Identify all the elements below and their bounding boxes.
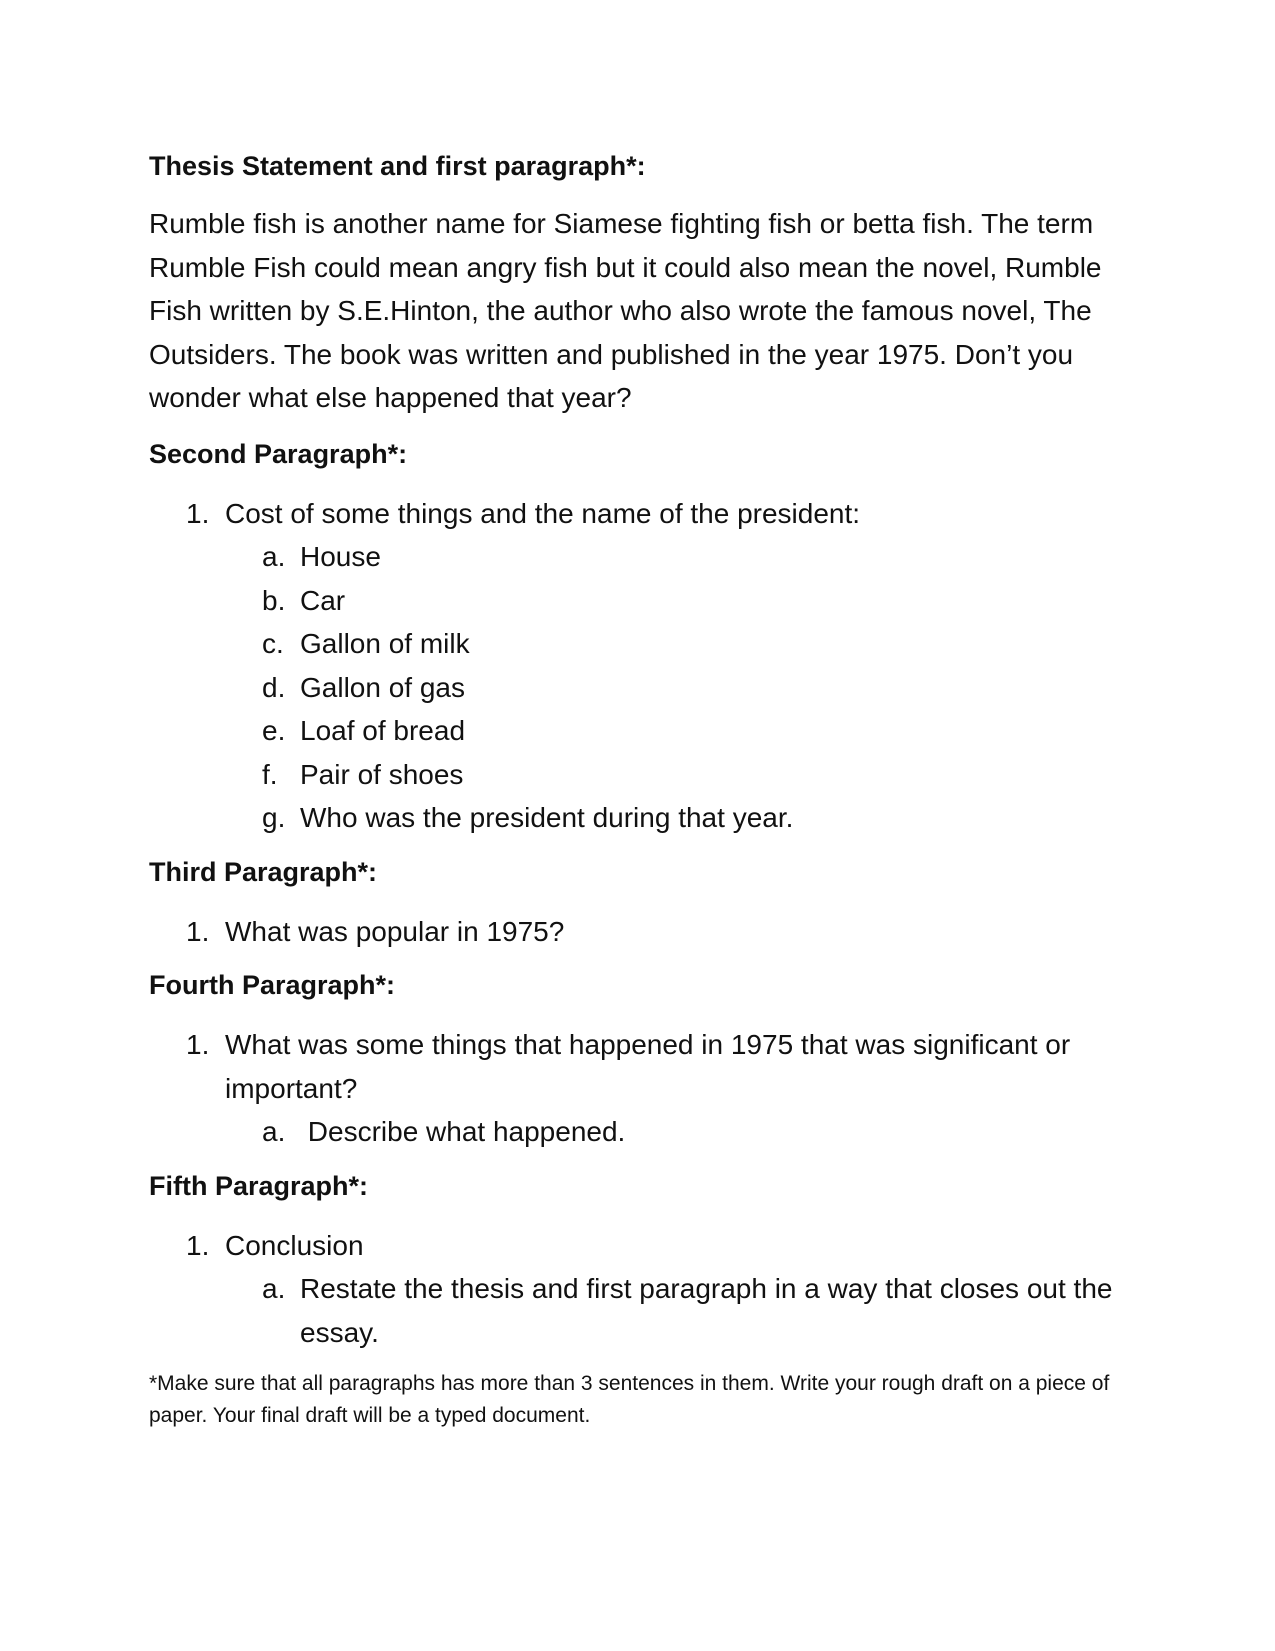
list-item xyxy=(149,1023,1129,1110)
sub-list-marker: a. xyxy=(262,1116,286,1147)
sub-list-marker: a. xyxy=(262,541,286,572)
fifth-heading: Fifth Paragraph*: xyxy=(149,1170,369,1201)
sub-list-item xyxy=(149,1267,1140,1354)
sub-list-item xyxy=(149,666,1129,710)
list-marker: 1. xyxy=(186,1229,210,1261)
thesis-heading: Thesis Statement and first paragraph*: xyxy=(149,151,646,181)
second-heading: Second Paragraph*: xyxy=(149,438,408,469)
sub-list-item-text: Gallon of gas xyxy=(300,671,465,703)
sub-list-item xyxy=(149,622,1129,666)
list-item xyxy=(149,910,1129,954)
sub-list-item-text: Car xyxy=(300,584,346,616)
sub-list-marker: c. xyxy=(262,628,284,659)
list-item-text: What was some things that happened in 1975 that was significant or important? xyxy=(225,1029,1071,1104)
sub-list-marker: e. xyxy=(262,715,286,746)
sub-list-item xyxy=(149,709,1129,753)
sub-list-marker: d. xyxy=(262,671,286,703)
list-marker: 1. xyxy=(186,915,210,947)
list-item-text: What was popular in 1975? xyxy=(225,915,565,947)
document-page xyxy=(149,148,1129,1432)
third-heading: Third Paragraph*: xyxy=(149,856,378,887)
sub-list-marker: f. xyxy=(262,758,278,790)
second-list xyxy=(149,492,1129,840)
list-marker: 1. xyxy=(186,497,210,529)
sub-list-item-text: Gallon of milk xyxy=(300,628,470,659)
sub-list-item-text: Restate the thesis and first paragraph in a way that closes out the essay. xyxy=(300,1273,1113,1348)
sub-list-item-text: House xyxy=(300,541,381,572)
sub-list-marker: a. xyxy=(262,1273,286,1304)
sub-list-item-text: Who was the president during that year. xyxy=(300,802,794,833)
list-item xyxy=(149,1224,1129,1268)
fourth-list xyxy=(149,1023,1129,1154)
sub-list-item-text: Loaf of bread xyxy=(300,715,466,746)
list-item-text: Cost of some things and the name of the president: xyxy=(225,497,861,529)
fourth-heading: Fourth Paragraph*: xyxy=(149,970,396,1000)
sub-list-marker: g. xyxy=(262,802,286,833)
sub-list-item xyxy=(149,1110,1129,1154)
sub-list-item xyxy=(149,753,1129,797)
list-marker: 1. xyxy=(186,1029,210,1060)
thesis-paragraph: Rumble fish is another name for Siamese fighting fish or betta fish. The term Rumble Fish could mean angry fish but it could also mean the novel, Rumble Fish written by S.E.Hinton, the author who also wrote the famous novel, The Outsiders. The book was written and published in the year 1975. Don’t you wonder what else happened that year? xyxy=(149,208,1102,413)
list-item-text: Conclusion xyxy=(225,1229,364,1261)
footnote: *Make sure that all paragraphs has more than 3 sentences in them. Write your rough draft on a piece of paper. Your final draft will be a typed document. xyxy=(149,1372,1110,1427)
sub-list-item-text: Describe what happened. xyxy=(300,1116,626,1147)
sub-list-item xyxy=(149,579,1129,623)
list-item xyxy=(149,492,1129,536)
fifth-list xyxy=(149,1224,1129,1355)
sub-list-marker: b. xyxy=(262,584,286,616)
sub-list-item xyxy=(149,796,1129,840)
third-list xyxy=(149,910,1129,954)
sub-list-item xyxy=(149,535,1129,579)
sub-list-item-text: Pair of shoes xyxy=(300,758,464,790)
